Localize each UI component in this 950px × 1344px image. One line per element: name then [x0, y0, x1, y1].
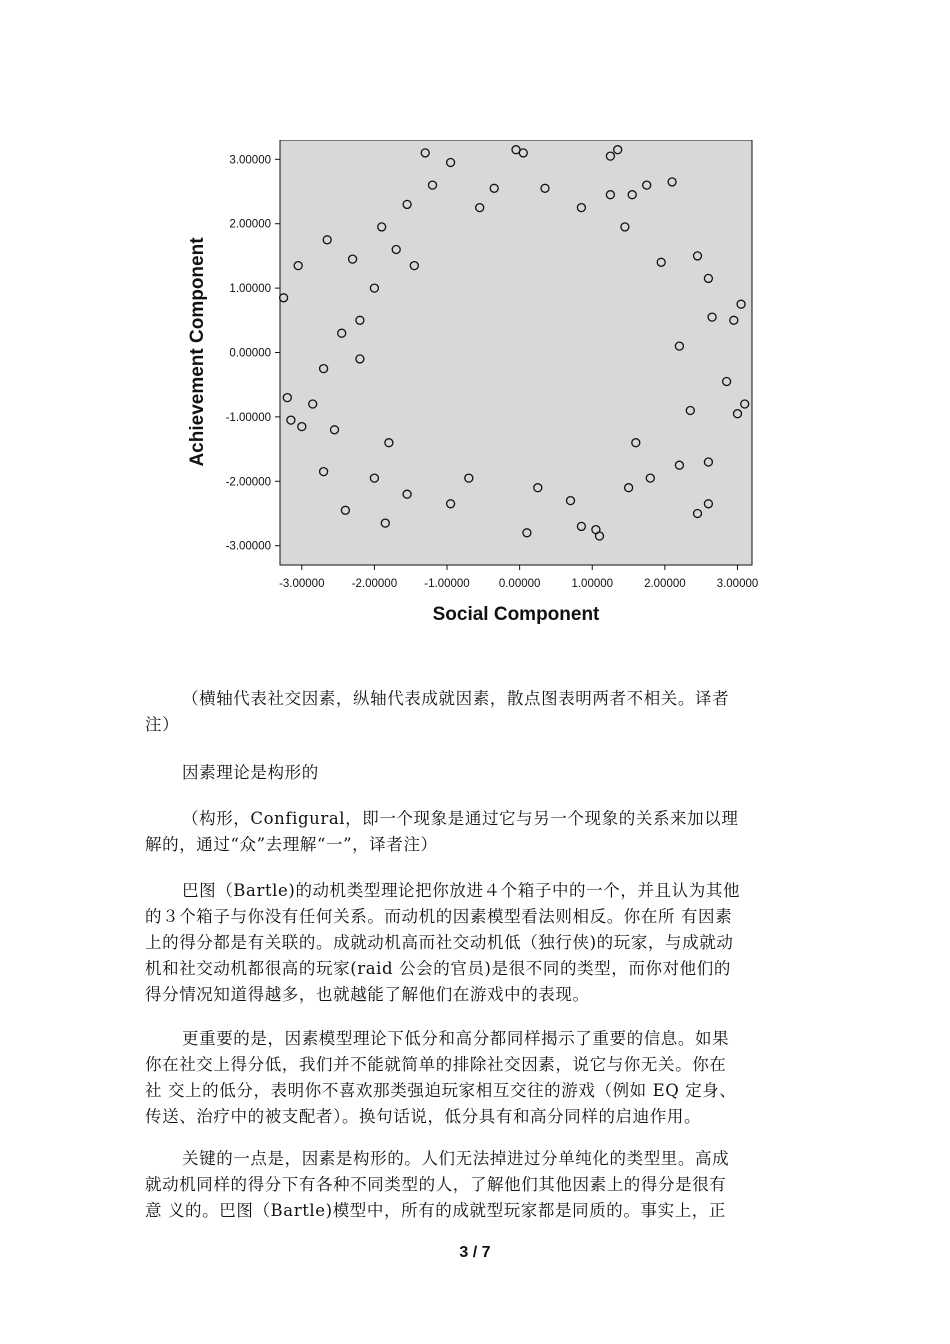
y-tick-label: 1.00000 [229, 283, 271, 296]
plot-area [280, 140, 752, 565]
y-axis [226, 154, 280, 552]
translator-note [145, 806, 805, 858]
paragraph-line: 传送、治疗中的被支配者）。换句话说，低分具有和高分同样的启迪作用。 [145, 1107, 702, 1126]
x-axis-title: Social Component [432, 604, 600, 625]
y-axis-title: Achievement Component [187, 237, 208, 467]
y-tick-label: 2.00000 [229, 218, 271, 231]
paragraph-3 [145, 1146, 805, 1224]
paragraph-line: 就动机同样的得分下有各种不同类型的人，了解他们其他因素上的得分是很有 [145, 1175, 727, 1194]
paragraph-line: 你在社交上得分低，我们并不能就简单的排除社交因素，说它与你无关。你在 [145, 1055, 727, 1074]
y-tick-label: 3.00000 [229, 154, 271, 167]
y-tick-label: -3.00000 [225, 540, 271, 553]
x-tick-label: -1.00000 [424, 578, 470, 590]
x-tick-label: 1.00000 [571, 578, 614, 590]
paragraph-line: 得分情况知道得越多，也就越能了解他们在游戏中的表现。 [145, 985, 590, 1004]
section-heading [145, 760, 805, 786]
paragraph-1 [145, 878, 805, 1008]
paragraph-line: 的３个箱子与你没有任何关系。而动机的因素模型看法则相反。你在所 有因素 [145, 907, 733, 926]
figure-caption [145, 686, 805, 738]
paragraph-2 [145, 1026, 805, 1130]
y-tick-label: -1.00000 [225, 411, 271, 424]
caption-line: （横轴代表社交因素，纵轴代表成就因素，散点图表明两者不相关。译者 [182, 689, 730, 708]
page-number: 3 / 7 [459, 1244, 491, 1261]
x-axis [279, 565, 758, 590]
paragraph-line: 更重要的是，因素模型理论下低分和高分都同样揭示了重要的信息。如果 [182, 1029, 730, 1048]
paragraph-line: 机和社交动机都很高的玩家(raid 公会的官员)是很不同的类型，而你对他们的 [145, 959, 731, 978]
x-tick-label: 0.00000 [498, 578, 541, 590]
paragraph-line: 社 交上的低分，表明你不喜欢那类强迫玩家相互交往的游戏（例如 EQ 定身、 [145, 1081, 737, 1100]
x-tick-label: 2.00000 [644, 578, 686, 590]
x-tick-label: -2.00000 [351, 578, 398, 590]
note-line: （构形，Configural，即一个现象是通过它与另一个现象的关系来加以理 [182, 809, 739, 828]
y-tick-label: -2.00000 [225, 476, 271, 489]
paragraph-line: 意 义的。巴图（Bartle)模型中，所有的成就型玩家都是同质的。事实上，正 [145, 1201, 727, 1220]
y-tick-label: 0.00000 [229, 347, 271, 360]
caption-line: 注） [145, 715, 180, 734]
paragraph-line: 巴图（Bartle)的动机类型理论把你放进４个箱子中的一个，并且认为其他 [182, 881, 741, 900]
scatter-plot-figure [180, 140, 780, 640]
heading-text: 因素理论是构形的 [182, 763, 319, 782]
scatter-plot [180, 140, 780, 640]
note-line: 解的，通过“众”去理解“一”，译者注） [145, 835, 438, 854]
x-tick-label: 3.00000 [716, 578, 759, 590]
x-tick-label: -3.00000 [279, 578, 325, 590]
paragraph-line: 上的得分都是有关联的。成就动机高而社交动机低（独行侠)的玩家，与成就动 [145, 933, 734, 952]
paragraph-line: 关键的一点是，因素是构形的。人们无法掉进过分单纯化的类型里。高成 [182, 1149, 730, 1168]
